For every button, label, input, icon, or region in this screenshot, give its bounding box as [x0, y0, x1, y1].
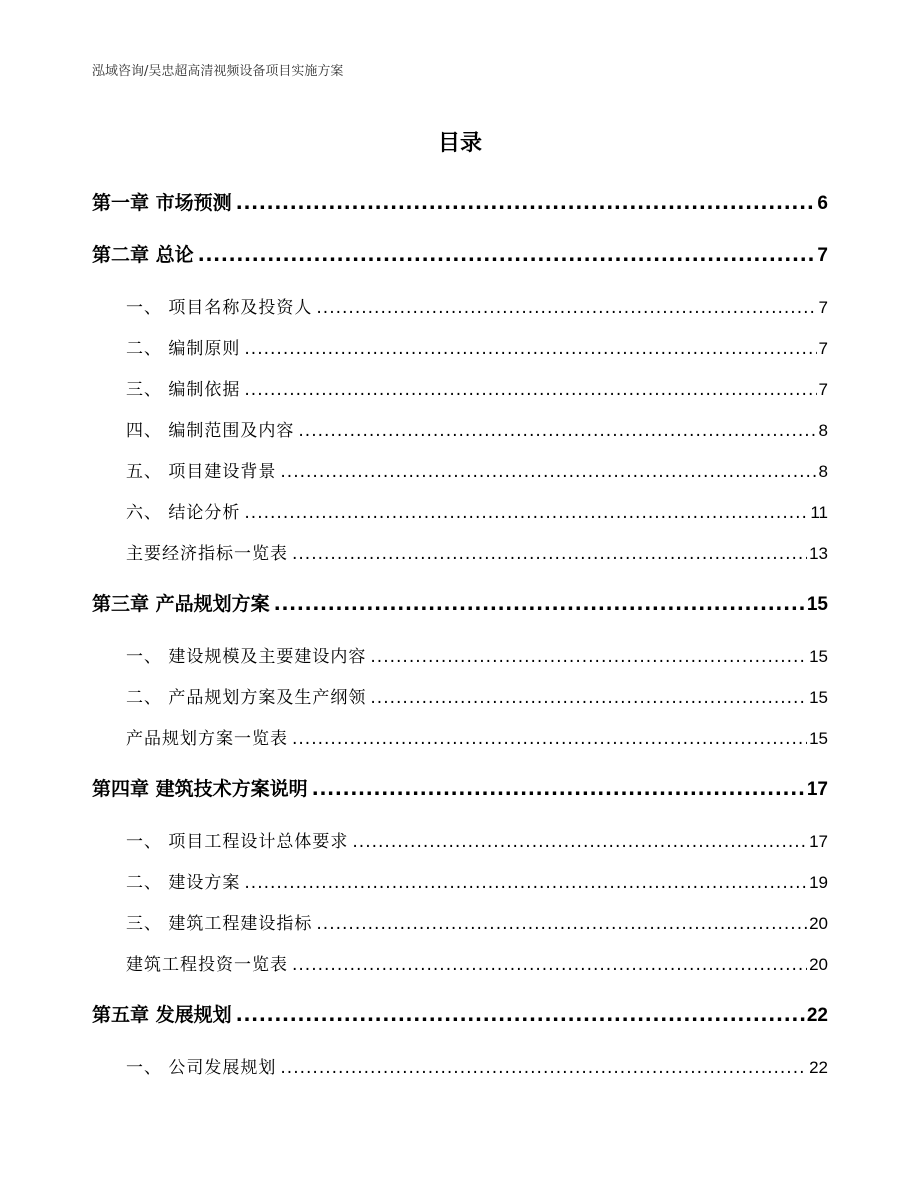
toc-entry-chapter-1[interactable]: [92, 188, 828, 215]
toc-entry-section[interactable]: [126, 642, 828, 667]
toc-entry-chapter-3[interactable]: [92, 589, 828, 616]
toc-entry-label: 二、 产品规划方案及生产纲领: [126, 688, 367, 708]
toc-entry-label: 第二章 总论: [92, 244, 194, 266]
toc-entry-label: 一、 项目工程设计总体要求: [126, 832, 349, 852]
toc-entry-section[interactable]: [126, 683, 828, 708]
toc-entry-section[interactable]: [126, 909, 828, 934]
toc-entry-page: 7: [817, 245, 828, 266]
toc-entry-table[interactable]: [126, 539, 828, 564]
toc-entry-label: 四、 编制范围及内容: [126, 421, 295, 441]
toc-entry-label: 六、 结论分析: [126, 503, 241, 523]
toc-entry-page: 17: [806, 779, 828, 800]
toc-entry-label: 三、 建筑工程建设指标: [126, 914, 313, 934]
toc-entry-page: 8: [818, 462, 828, 481]
toc-entry-label: 建筑工程投资一览表: [126, 955, 288, 975]
toc-entry-label: 一、 建设规模及主要建设内容: [126, 647, 367, 667]
toc-entry-chapter-4[interactable]: [92, 774, 828, 801]
toc-dot-leader: [280, 462, 816, 482]
toc-entry-chapter-5[interactable]: [92, 1000, 828, 1027]
toc-entry-label: 五、 项目建设背景: [126, 462, 277, 482]
page-title: 目录: [437, 131, 482, 156]
toc-entry-label: 第四章 建筑技术方案说明: [92, 778, 308, 800]
toc-dot-leader: [274, 593, 805, 615]
toc-entry-page: 15: [806, 594, 828, 615]
toc-entry-section[interactable]: [126, 1053, 828, 1078]
toc-entry-label: 产品规划方案一览表: [126, 729, 288, 749]
running-header: 泓域咨询/吴忠超高清视频设备项目实施方案: [92, 64, 344, 79]
toc-entry-section[interactable]: [126, 827, 828, 852]
toc-entry-label: 二、 建设方案: [126, 873, 241, 893]
toc-dot-leader: [292, 729, 807, 749]
toc-dot-leader: [316, 914, 807, 934]
toc-entry-page: 17: [809, 832, 828, 851]
toc-entry-label: 一、 公司发展规划: [126, 1058, 277, 1078]
toc-dot-leader: [244, 503, 808, 523]
toc-entry-section[interactable]: [126, 375, 828, 400]
toc-entry-page: 15: [809, 688, 828, 707]
toc-entry-page: 7: [818, 298, 828, 317]
toc-entry-page: 19: [809, 873, 828, 892]
toc-entry-label: 第五章 发展规划: [92, 1004, 232, 1026]
toc-dot-leader: [312, 778, 805, 800]
toc-dot-leader: [370, 688, 807, 708]
toc-entry-label: 第三章 产品规划方案: [92, 593, 270, 615]
toc-dot-leader: [316, 298, 816, 318]
toc-entry-table[interactable]: [126, 950, 828, 975]
toc-dot-leader: [236, 192, 816, 214]
toc-entry-page: 22: [806, 1005, 828, 1026]
toc-entry-page: 6: [817, 193, 828, 214]
toc-dot-leader: [280, 1058, 807, 1078]
toc-entry-label: 三、 编制依据: [126, 380, 241, 400]
toc-entry-chapter-2[interactable]: [92, 240, 828, 267]
toc-dot-leader: [352, 832, 807, 852]
toc-dot-leader: [292, 955, 807, 975]
toc-entry-label: 第一章 市场预测: [92, 192, 232, 214]
toc-entry-page: 15: [809, 729, 828, 748]
toc-entry-section[interactable]: [126, 416, 828, 441]
toc-entry-label: 二、 编制原则: [126, 339, 241, 359]
toc-dot-leader: [244, 873, 807, 893]
toc-entry-page: 20: [809, 914, 828, 933]
toc-entry-label: 一、 项目名称及投资人: [126, 298, 313, 318]
toc-entry-page: 13: [809, 544, 828, 563]
toc-dot-leader: [198, 244, 816, 266]
toc-entry-section[interactable]: [126, 293, 828, 318]
toc-entry-section[interactable]: [126, 868, 828, 893]
toc-entry-page: 20: [809, 955, 828, 974]
toc-entry-page: 7: [818, 339, 828, 358]
toc-entry-page: 11: [810, 503, 828, 522]
toc-entry-page: 22: [809, 1058, 828, 1077]
toc-dot-leader: [244, 339, 816, 359]
toc-entry-section[interactable]: [126, 457, 828, 482]
toc-entry-page: 7: [818, 380, 828, 399]
toc-dot-leader: [292, 544, 807, 564]
toc-dot-leader: [298, 421, 816, 441]
toc-entry-page: 8: [818, 421, 828, 440]
toc-entry-label: 主要经济指标一览表: [126, 544, 288, 564]
toc-dot-leader: [370, 647, 807, 667]
toc-dot-leader: [236, 1004, 805, 1026]
toc-entry-page: 15: [809, 647, 828, 666]
toc-entry-table[interactable]: [126, 724, 828, 749]
toc-entry-section[interactable]: [126, 334, 828, 359]
toc-dot-leader: [244, 380, 816, 400]
toc-entry-section[interactable]: [126, 498, 828, 523]
